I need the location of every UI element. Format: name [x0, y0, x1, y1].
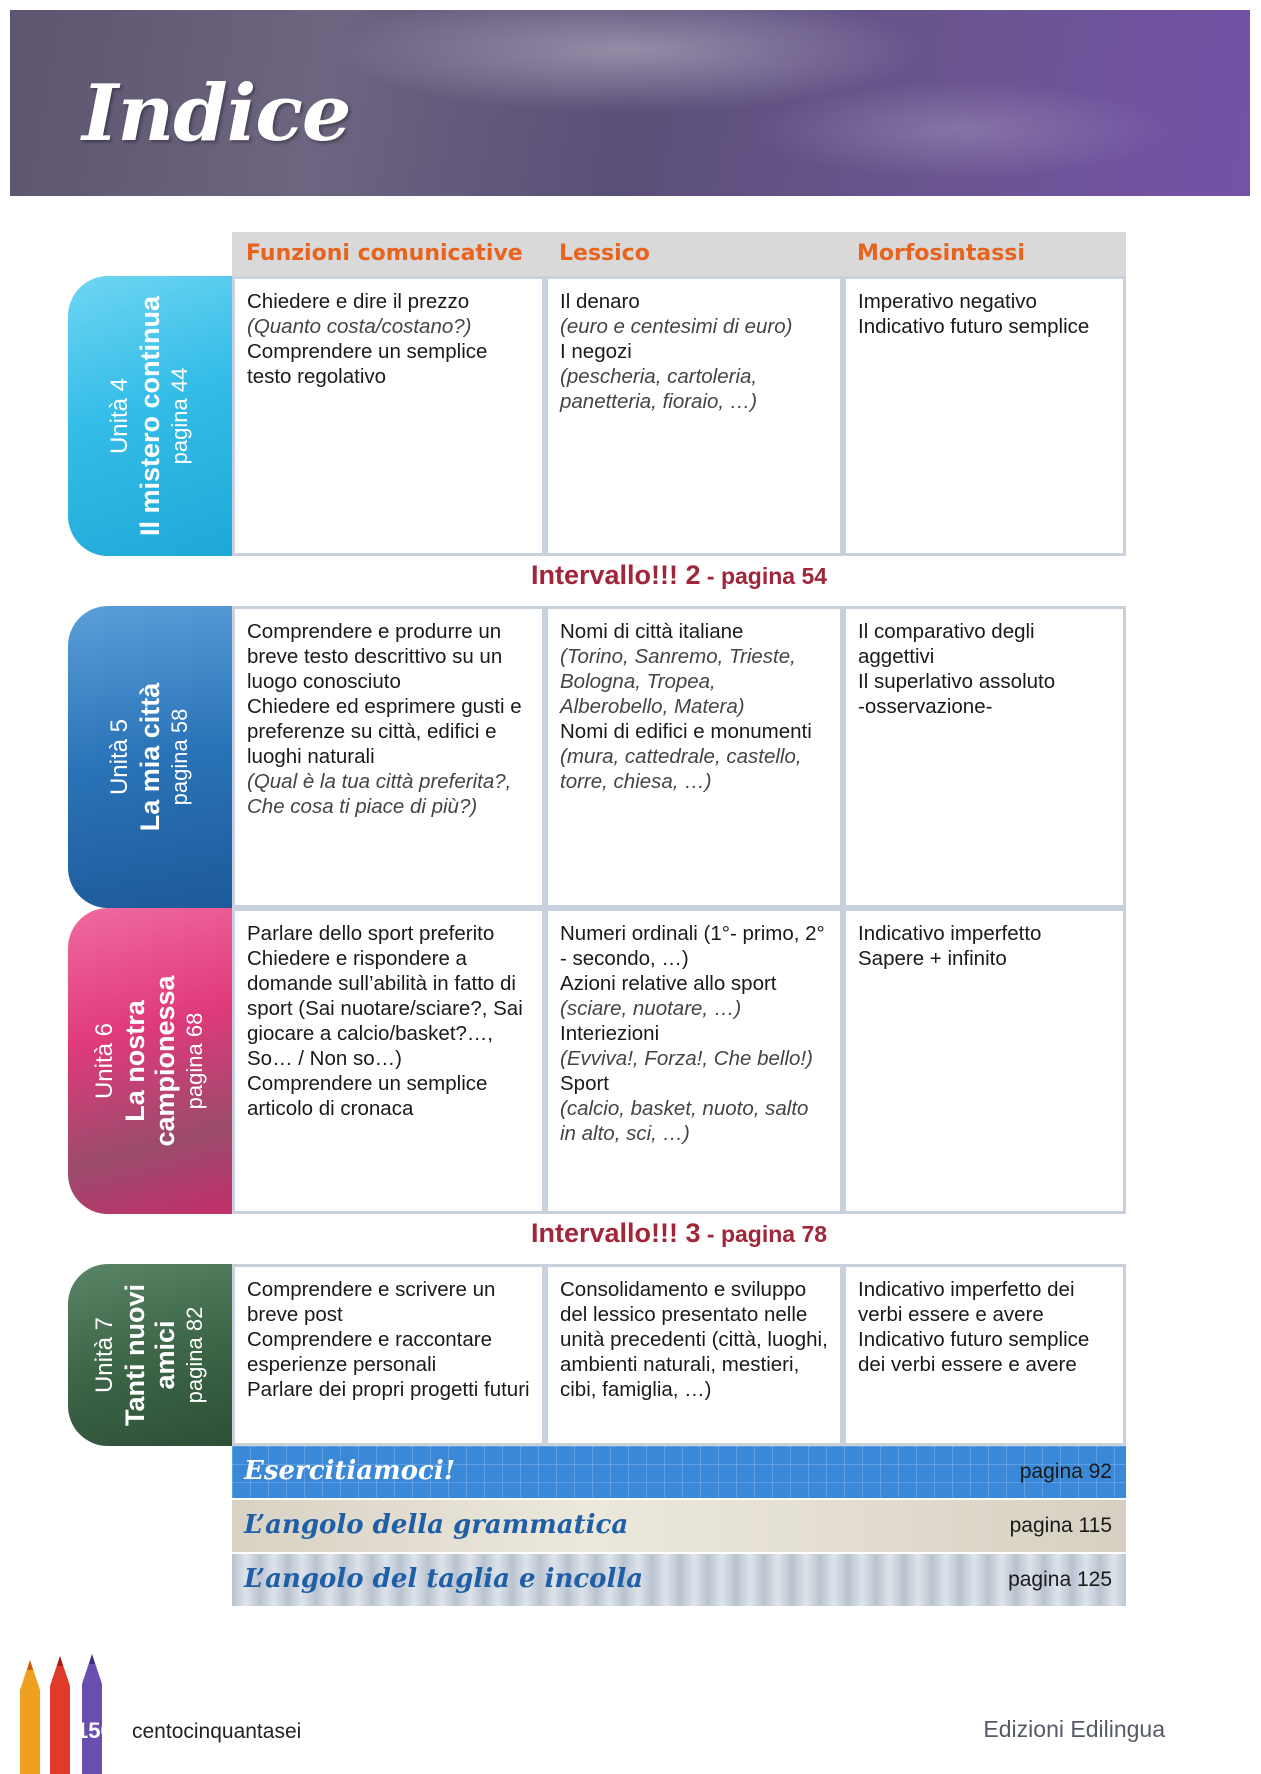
- unit-title-line-2: amici: [150, 1320, 180, 1390]
- unit-5-morfosintassi: Il comparativo degli aggettivi Il superlativo assoluto -osservazione-: [843, 606, 1126, 908]
- unit-page: pagina 68: [182, 1012, 207, 1110]
- column-header-morfosintassi: Morfosintassi: [843, 232, 1126, 276]
- unit-title-line-2: campionessa: [150, 975, 180, 1147]
- unit-7-morfosintassi: Indicativo imperfetto dei verbi essere e avere Indicativo futuro semplice dei verbi essere e avere: [843, 1264, 1126, 1446]
- unit-7-funzioni: Comprendere e scrivere un breve post Comprendere e raccontare esperienze personali Parlare dei propri progetti futuri: [232, 1264, 545, 1446]
- publisher: Edizioni Edilingua: [983, 1716, 1165, 1742]
- unit-page: pagina 82: [182, 1306, 207, 1404]
- unit-5-tab[interactable]: [68, 606, 232, 908]
- unit-title-line-1: La nostra: [120, 1000, 150, 1122]
- angolo-grammatica-link[interactable]: L’angolo della grammatica pagina 115: [232, 1500, 1126, 1552]
- esercitiamoci-link[interactable]: Esercitiamoci! pagina 92: [232, 1446, 1126, 1498]
- unit-7-tab[interactable]: [68, 1264, 232, 1446]
- unit-page: pagina 58: [167, 708, 192, 806]
- unit-number: Unità 5: [106, 718, 133, 796]
- header-banner: [10, 10, 1250, 196]
- unit-number: Unità 6: [91, 1022, 118, 1100]
- unit-6-morfosintassi: Indicativo imperfetto Sapere + infinito: [843, 908, 1126, 1214]
- unit-5-lessico: Nomi di città italiane (Torino, Sanremo, Trieste, Bologna, Tropea, Alberobello, Matera) Nomi di edifici e monumenti (mura, cattedrale, castello, torre, chiesa, …): [545, 606, 843, 908]
- page-number: 156: [76, 1718, 113, 1743]
- unit-number: Unità 7: [91, 1316, 118, 1394]
- column-header-lessico: Lessico: [545, 232, 843, 276]
- page-title: Indice: [82, 68, 351, 159]
- unit-title: La mia città: [135, 682, 165, 832]
- unit-5-funzioni: Comprendere e produrre un breve testo descrittivo su un luogo conosciuto Chiedere ed esprimere gusti e preferenze su città, edifici e luoghi naturali (Qual è la tua città preferita?, Che cosa ti piace di più?): [232, 606, 545, 908]
- unit-6-lessico: Numeri ordinali (1°- primo, 2° - secondo, …) Azioni relative allo sport (sciare, nuotare, …) Interiezioni (Evviva!, Forza!, Che bello!) Sport (calcio, basket, nuoto, salto in alto, sci, …): [545, 908, 843, 1214]
- unit-6-funzioni: Parlare dello sport preferito Chiedere e rispondere a domande sull’abilità in fatto di sport (Sai nuotare/sciare?, Sai giocare a calcio/basket?…, So… / Non so…) Comprendere un semplice articolo di cronaca: [232, 908, 545, 1214]
- intervallo-2[interactable]: Intervallo!!! 2 - pagina 54: [530, 560, 828, 590]
- angolo-taglia-incolla-link[interactable]: L’angolo del taglia e incolla pagina 125: [232, 1554, 1126, 1606]
- column-header-funzioni: Funzioni comunicative: [232, 232, 545, 276]
- unit-6-tab[interactable]: [68, 908, 232, 1214]
- unit-4-morfosintassi: Imperativo negativo Indicativo futuro semplice: [843, 276, 1126, 556]
- unit-4-funzioni: Chiedere e dire il prezzo (Quanto costa/costano?) Comprendere un semplice testo regolativo: [232, 276, 545, 556]
- unit-4-lessico: Il denaro (euro e centesimi di euro) I negozi (pescheria, cartoleria, panetteria, fioraio, …): [545, 276, 843, 556]
- page-number-word: centocinquantasei: [132, 1720, 302, 1743]
- intervallo-3[interactable]: Intervallo!!! 3 - pagina 78: [530, 1218, 828, 1248]
- pencils-illustration: [10, 1650, 120, 1774]
- unit-4-tab[interactable]: [68, 276, 232, 556]
- unit-title: Il mistero continua: [135, 295, 165, 537]
- unit-number: Unità 4: [106, 377, 133, 455]
- unit-page: pagina 44: [167, 367, 192, 465]
- unit-7-lessico: Consolidamento e sviluppo del lessico presentato nelle unità precedenti (città, luoghi, ambienti naturali, mestieri, cibi, famiglia, …): [545, 1264, 843, 1446]
- unit-title-line-1: Tanti nuovi: [120, 1284, 150, 1426]
